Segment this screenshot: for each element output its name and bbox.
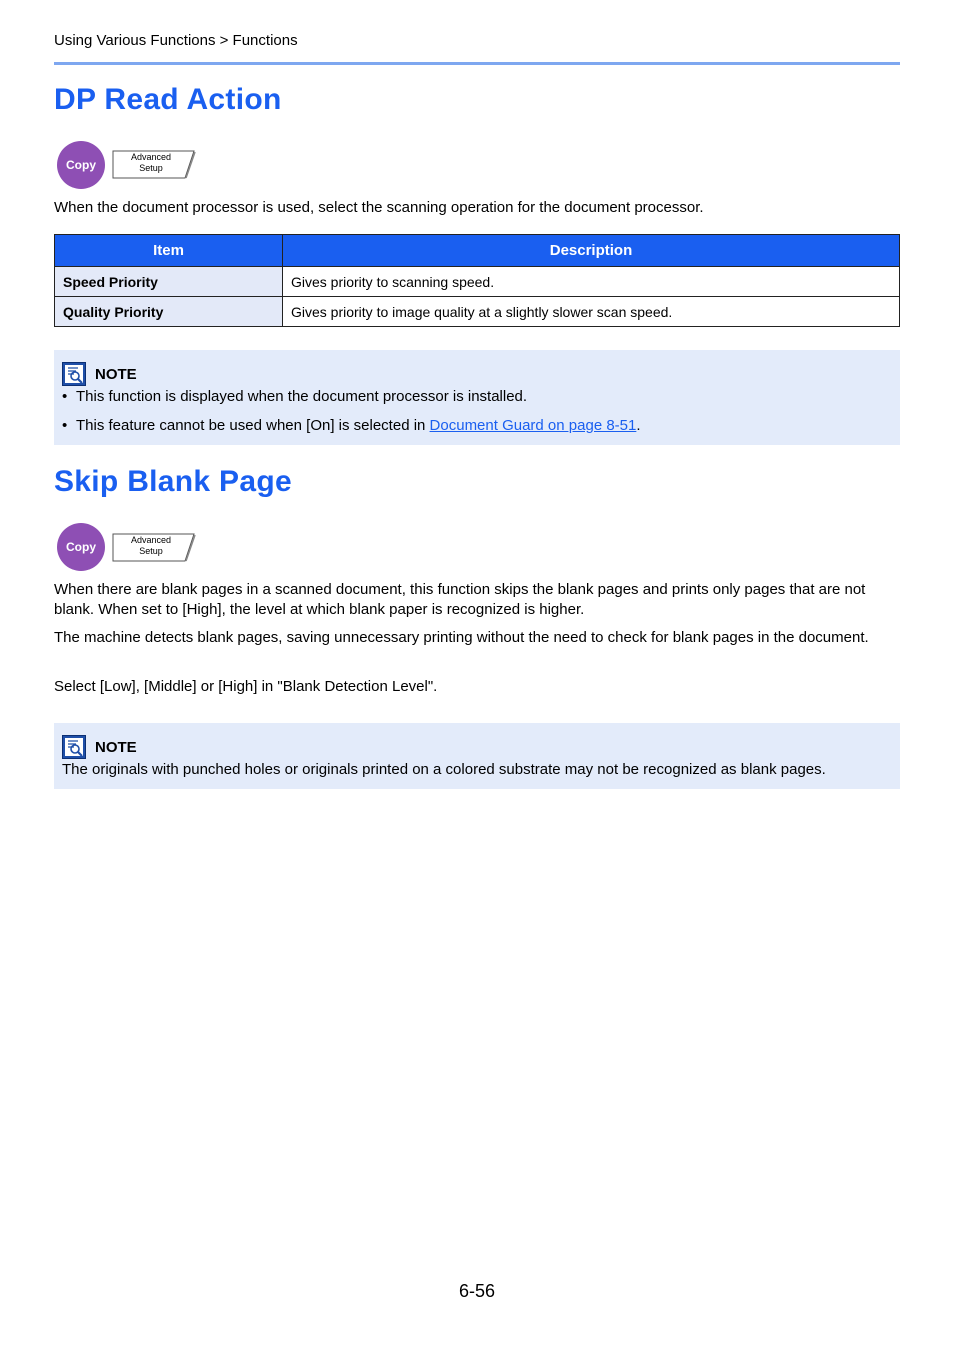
note-icon (62, 362, 86, 386)
dp-read-action-table (54, 234, 900, 327)
note-label: NOTE (95, 365, 137, 383)
page-number: 6-56 (458, 1281, 496, 1301)
section-title-skip-blank-page: Skip Blank Page (54, 465, 292, 498)
note-box-skip-blank-page (54, 723, 900, 789)
breadcrumb: Using Various Functions > Functions (54, 32, 298, 49)
table-header-item: Item (55, 235, 283, 267)
bullet-marker: • (62, 388, 68, 405)
table-row (55, 267, 900, 297)
table-cell-description: Gives priority to scanning speed. (283, 267, 900, 297)
skip-blank-page-para-1: When there are blank pages in a scanned document, this function skips the blank pages and prints only pages that are not blank. When set to [High], the level at which blank paper is recognized is higher. (54, 581, 866, 618)
note-box-dp-read-action (54, 350, 900, 445)
table-header-description: Description (283, 235, 900, 267)
table-cell-description: Gives priority to image quality at a slightly slower scan speed. (283, 297, 900, 327)
table-row (55, 297, 900, 327)
table-cell-item: Speed Priority (55, 267, 283, 297)
note-label: NOTE (95, 738, 137, 756)
note-bullet-item (62, 387, 527, 407)
advanced-setup-tab-line2: Setup (139, 163, 163, 173)
copy-function-badge: Copy (57, 523, 105, 571)
advanced-setup-tab-label (112, 535, 190, 557)
skip-blank-page-para-2: The machine detects blank pages, saving unnecessary printing without the need to check for blank pages in the document. (54, 629, 869, 646)
advanced-setup-tab-line1: Advanced (130, 535, 172, 545)
advanced-setup-tab (112, 533, 196, 563)
advanced-setup-tab-line2: Setup (139, 546, 163, 556)
note-header (62, 735, 137, 759)
note-icon (62, 735, 86, 759)
advanced-setup-tab-line1: Advanced (130, 152, 172, 162)
note-bullet-item (62, 416, 641, 436)
header-rule (54, 62, 900, 65)
dp-read-action-intro: When the document processor is used, select the scanning operation for the document processor. (54, 199, 704, 216)
skip-blank-page-para-3: Select [Low], [Middle] or [High] in "Blank Detection Level". (54, 678, 438, 695)
advanced-setup-tab-label (112, 152, 190, 174)
note-bullet-text: This feature cannot be used when [On] is selected in (76, 417, 430, 434)
copy-function-badge: Copy (57, 141, 105, 189)
table-cell-item: Quality Priority (55, 297, 283, 327)
note-bullet-text-end: . (636, 417, 641, 434)
table-header-row (55, 235, 900, 267)
bullet-marker: • (62, 417, 68, 434)
section-title-dp-read-action: DP Read Action (54, 83, 282, 116)
note-bullet-text: This function is displayed when the document processor is installed. (76, 388, 528, 405)
note-text: The originals with punched holes or originals printed on a colored substrate may not be recognized as blank pages. (62, 761, 826, 778)
note-header (62, 362, 137, 386)
document-guard-link[interactable]: Document Guard on page 8-51 (429, 417, 637, 434)
advanced-setup-tab (112, 150, 196, 180)
